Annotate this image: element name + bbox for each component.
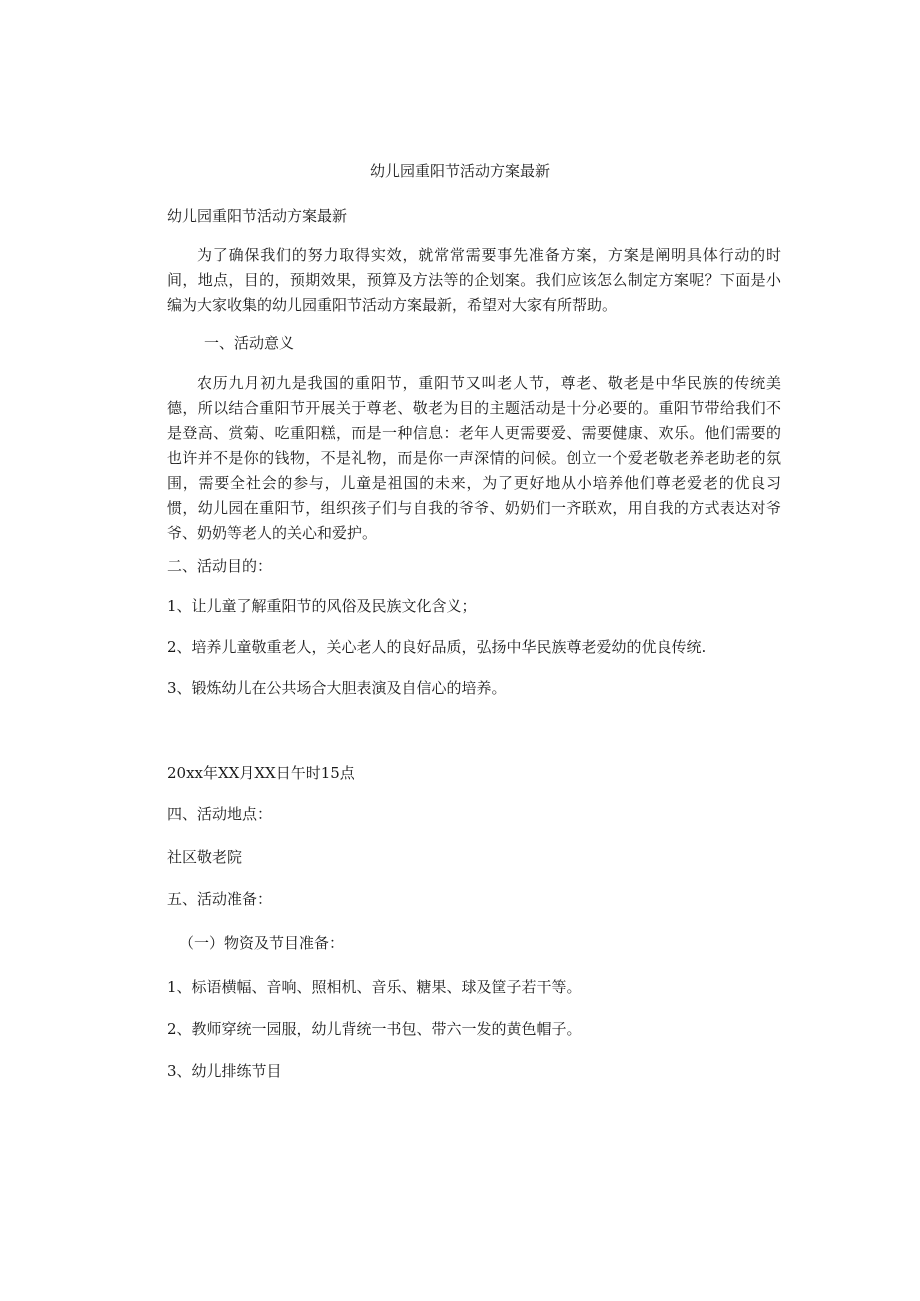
preparation-item-1: 1、标语横幅、音响、照相机、音乐、糖果、球及筐子若干等。: [167, 978, 582, 996]
preparation-item-2: 2、教师穿统一园服，幼儿背统一书包、带六一发的黄色帽子。: [167, 1020, 582, 1038]
section-1-heading: 一、活动意义: [204, 334, 295, 352]
goal-item-1: 1、让儿童了解重阳节的风俗及民族文化含义；: [167, 597, 477, 615]
goal-item-2: 2、培养儿童敬重老人，关心老人的良好品质，弘扬中华民族尊老爱幼的优良传统.: [167, 638, 707, 656]
activity-time: 20xx年XX月XX日午时15点: [167, 764, 355, 782]
intro-paragraph: 为了确保我们的努力取得实效，就常常需要事先准备方案，方案是阐明具体行动的时间，地点，目的，预期效果，预算及方法等的企划案。我们应该怎么制定方案呢？下面是小编为大家收集的幼儿园重阳节活动方案最新，希望对大家有所帮助。: [167, 246, 781, 314]
section-5-heading: 五、活动准备：: [167, 890, 273, 908]
preparation-item-3: 3、幼儿排练节目: [167, 1062, 282, 1080]
section-2-heading: 二、活动目的：: [167, 557, 273, 575]
document-subtitle: 幼儿园重阳节活动方案最新: [167, 207, 348, 225]
goal-item-3: 3、锻炼幼儿在公共场合大胆表演及自信心的培养。: [167, 679, 507, 697]
preparation-subheading: （一）物资及节目准备：: [179, 934, 345, 952]
document-title: 幼儿园重阳节活动方案最新: [369, 162, 550, 180]
activity-location: 社区敬老院: [167, 848, 243, 866]
section-1-body: 农历九月初九是我国的重阳节，重阳节又叫老人节，尊老、敬老是中华民族的传统美德，所以结合重阳节开展关于尊老、敬老为目的主题活动是十分必要的。重阳节带给我们不是登高、赏菊、吃重阳糕，而是一种信息：老年人更需要爱、需要健康、欢乐。他们需要的也许并不是你的钱物，不是礼物，而是你一声深情的问候。创立一个爱老敬老养老助老的氛围，需要全社会的参与，儿童是祖国的未来，为了更好地从小培养他们尊老爱老的优良习惯，幼儿园在重阳节，组织孩子们与自我的爷爷、奶奶们一齐联欢，用自我的方式表达对爷爷、奶奶等老人的关心和爱护。: [167, 374, 781, 542]
section-4-heading: 四、活动地点：: [167, 805, 273, 823]
